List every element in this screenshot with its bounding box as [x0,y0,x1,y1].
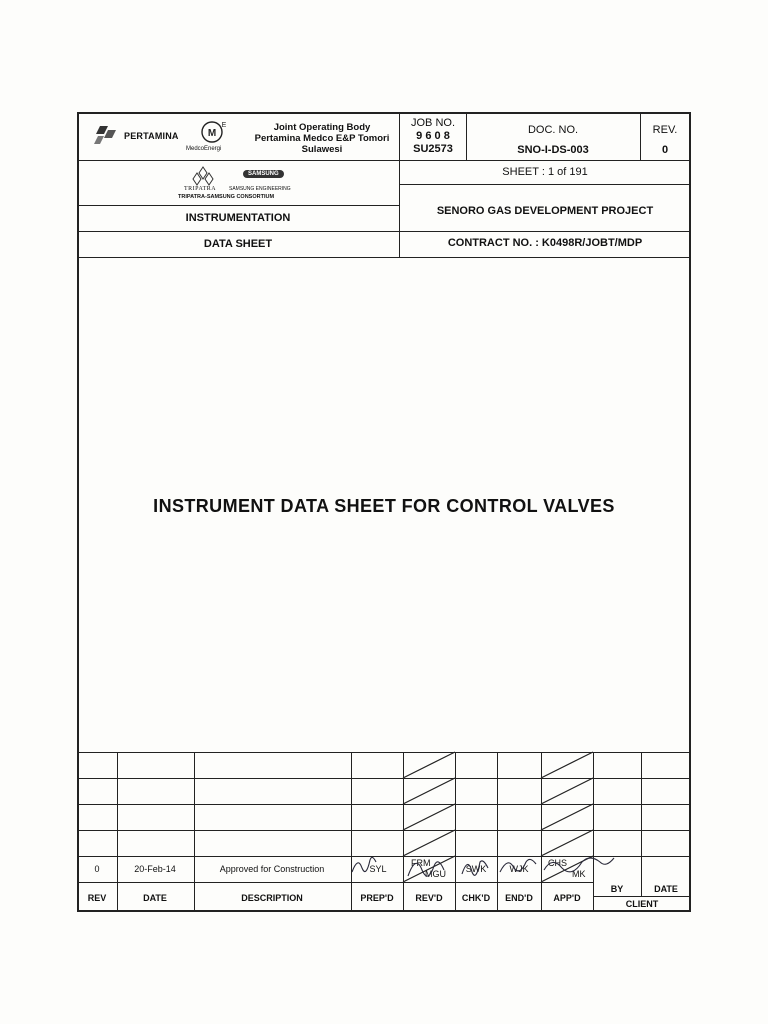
rev-value: 0 [661,144,669,156]
row-appd-1: CHS [548,858,568,868]
row-rev: 0 [94,864,100,874]
row-revd-2: MGU [425,869,446,879]
header-by: BY [610,884,624,894]
header-description: DESCRIPTION [241,893,303,903]
header-endd: END'D [505,893,533,903]
doc-value: SNO-I-DS-003 [517,144,589,156]
row-appd-2: MK [572,869,586,879]
header-date: DATE [143,893,167,903]
header-date-2: DATE [654,884,678,894]
header-chkd: CHK'D [461,893,491,903]
discipline-label: INSTRUMENTATION [185,212,291,224]
row-endd: WJK [509,864,529,874]
rev-label: REV. [652,124,678,136]
header-appd: APP'D [553,893,581,903]
header-prepd: PREP'D [360,893,394,903]
row-date: 20-Feb-14 [134,864,176,874]
job-value-1: 9 6 0 8 [416,130,450,142]
contract-number: CONTRACT NO. : K0498R/JOBT/MDP [447,237,643,249]
svg-text:E: E [221,122,227,129]
project-name: SENORO GAS DEVELOPMENT PROJECT [436,205,654,217]
job-value-2: SU2573 [413,143,453,155]
row-prepd: SYL [369,864,387,874]
doc-label: DOC. NO. [527,124,579,136]
row-description: Approved for Construction [219,864,325,874]
body-line-2: Pertamina Medco E&P Tomori [254,133,390,144]
header-revd: REV'D [415,893,443,903]
row-chkd: SWK [465,864,487,874]
document-title: INSTRUMENT DATA SHEET FOR CONTROL VALVES [153,496,615,516]
pertamina-label: PERTAMINA [124,131,179,141]
samsung-engineering-label: SAMSUNG ENGINEERING [229,186,291,192]
header-rev: REV [87,893,107,903]
header-client: CLIENT [625,899,659,909]
sheet-number: SHEET : 1 of 191 [502,166,588,178]
row-revd-1: FRM [411,858,431,868]
doc-type-label: DATA SHEET [203,238,273,250]
tripatra-label: TRIPATRA [184,186,217,192]
body-line-3: Sulawesi [301,144,343,155]
samsung-logo: SAMSUNG [243,170,284,178]
body-line-1: Joint Operating Body [273,122,371,133]
consortium-label: TRIPATRA-SAMSUNG CONSORTIUM [178,194,275,200]
job-label: JOB NO. [410,117,456,129]
svg-text:M: M [207,128,217,139]
medco-caption: MedcoEnergi [186,146,222,152]
